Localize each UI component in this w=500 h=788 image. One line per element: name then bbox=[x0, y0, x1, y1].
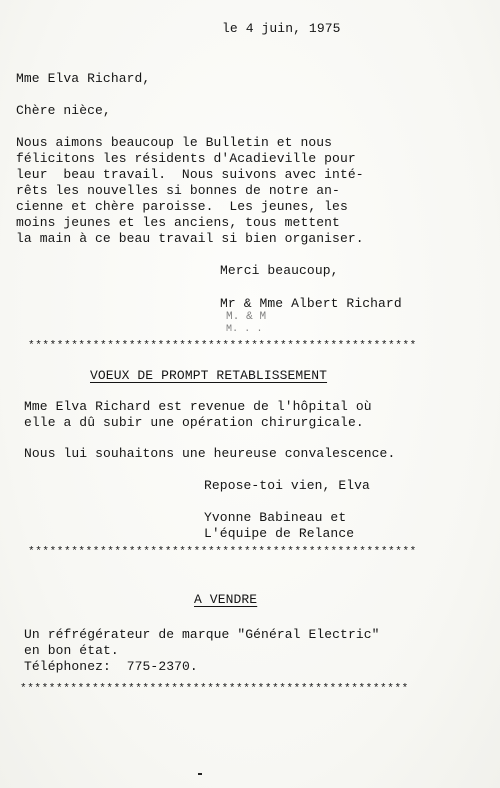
for-sale-line: Un réfrégérateur de marque "Général Electric" bbox=[24, 627, 380, 642]
letter-body-line: cienne et chère paroisse. Les jeunes, les bbox=[16, 199, 348, 214]
for-sale-line: Téléphonez: 775-2370. bbox=[24, 659, 198, 674]
letter-body-line: leur beau travail. Nous suivons avec inté- bbox=[16, 167, 364, 182]
get-well-signer: L'équipe de Relance bbox=[204, 526, 355, 541]
letter-date: le 4 juin, 1975 bbox=[222, 21, 341, 36]
letter-overstrike-1: M. & M bbox=[226, 311, 267, 323]
letter-recipient: Mme Elva Richard, bbox=[16, 71, 151, 86]
get-well-wish: Nous lui souhaitons une heureuse convalescence. bbox=[24, 446, 396, 461]
letter-salutation: Chère nièce, bbox=[16, 103, 111, 118]
get-well-closing: Repose-toi vien, Elva bbox=[204, 478, 370, 493]
get-well-heading: VOEUX DE PROMPT RETABLISSEMENT bbox=[90, 368, 328, 383]
letter-body-line: félicitons les résidents d'Acadieville pour bbox=[16, 151, 356, 166]
letter-body-line: rêts les nouvelles si bonnes de notre an- bbox=[16, 183, 340, 198]
separator-1: ****************************************************** bbox=[28, 340, 417, 352]
get-well-line: elle a dû subir une opération chirurgicale. bbox=[24, 415, 364, 430]
separator-3: ****************************************************** bbox=[20, 683, 409, 695]
letter-body-line: Nous aimons beaucoup le Bulletin et nous bbox=[16, 135, 333, 150]
for-sale-line: en bon état. bbox=[24, 643, 119, 658]
letter-closing: Merci beaucoup, bbox=[220, 263, 339, 278]
letter-body-line: moins jeunes et les anciens, tous mettent bbox=[16, 215, 340, 230]
letter-overstrike-2: M. . . bbox=[226, 324, 263, 335]
letter-body-line: la main à ce beau travail si bien organiser. bbox=[16, 231, 364, 246]
get-well-signer: Yvonne Babineau et bbox=[204, 510, 347, 525]
for-sale-heading: A VENDRE bbox=[194, 592, 258, 607]
ink-smudge bbox=[198, 773, 202, 775]
letter-signature: Mr & Mme Albert Richard bbox=[220, 296, 402, 311]
separator-2: ****************************************************** bbox=[28, 546, 417, 558]
get-well-line: Mme Elva Richard est revenue de l'hôpital où bbox=[24, 399, 372, 414]
